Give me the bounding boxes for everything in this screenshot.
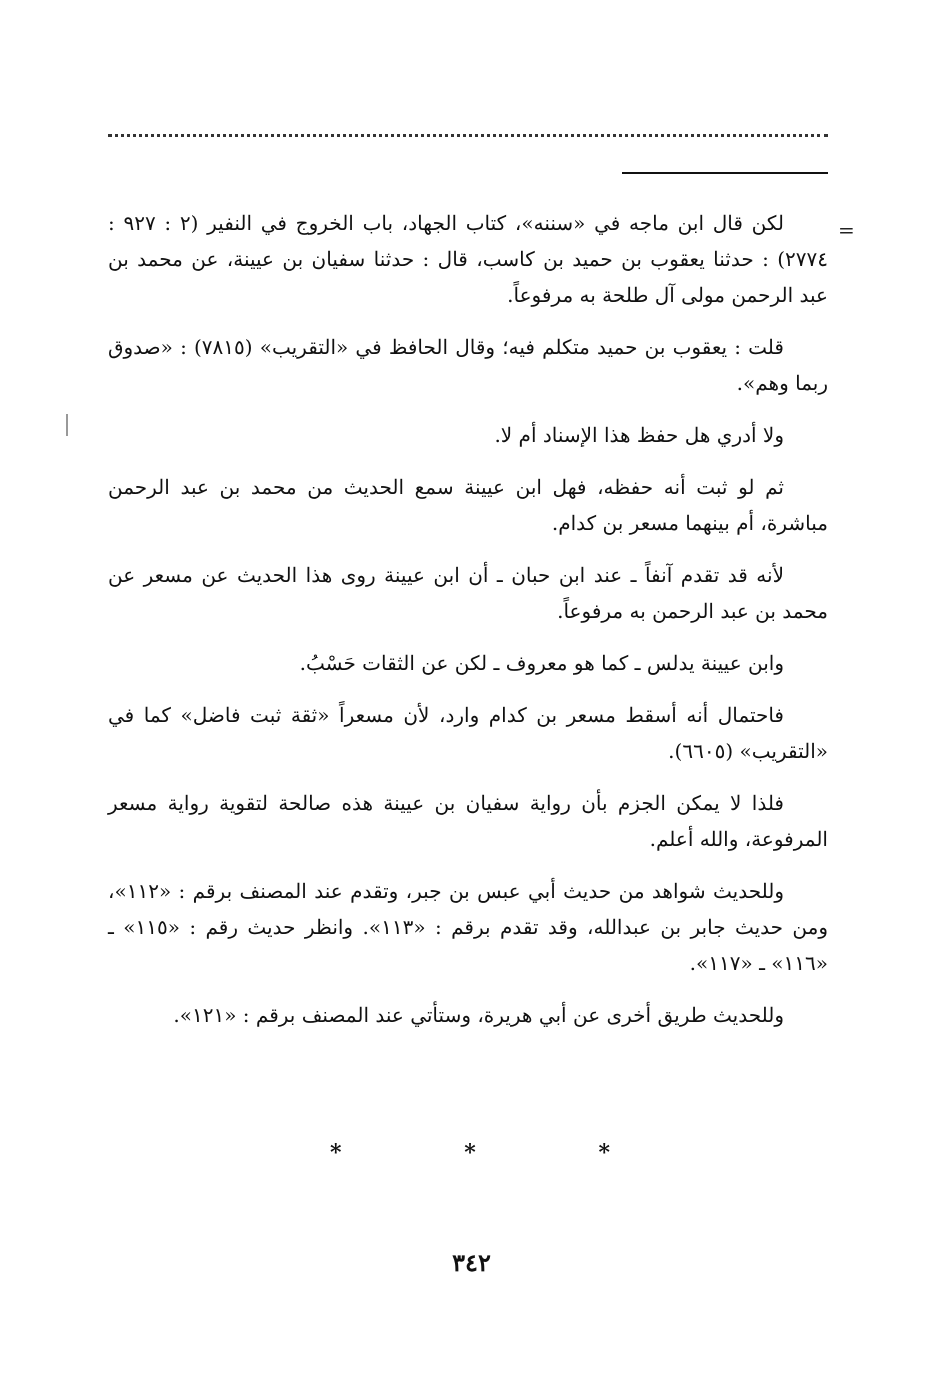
margin-stroke [66, 414, 68, 436]
paragraph-2: قلت : يعقوب بن حميد متكلم فيه؛ وقال الحافظ في «التقريب» (٧٨١٥) : «صدوق ربما وهم». [108, 335, 828, 395]
star-3: * [598, 1140, 610, 1166]
footnote-separator-line [622, 172, 828, 174]
paragraph-10: وللحديث طريق أخرى عن أبي هريرة، وستأتي عند المصنف برقم : «١٢١». [173, 1003, 784, 1027]
dotted-rule [108, 134, 828, 151]
paragraph-8: فلذا لا يمكن الجزم بأن رواية سفيان بن عيينة هذه صالحة لتقوية رواية مسعر المرفوعة، والله أعلم. [108, 791, 828, 851]
continuation-mark: = [838, 218, 855, 242]
paragraph-7: فاحتمال أنه أسقط مسعر بن كدام وارد، لأن مسعراً «ثقة ثبت فاضل» كما في «التقريب» (٦٦٠٥). [108, 703, 828, 763]
paragraph-4: ثم لو ثبت أنه حفظه، فهل ابن عيينة سمع الحديث من محمد بن عبد الرحمن مباشرة، أم بينهما مسعر بن كدام. [108, 475, 828, 535]
star-1: * [330, 1140, 342, 1166]
paragraph-3: ولا أدري هل حفظ هذا الإسناد أم لا. [494, 423, 784, 447]
footnote-text [108, 205, 828, 1049]
paragraph-5: لأنه قد تقدم آنفاً ـ عند ابن حبان ـ أن ابن عيينة روى هذا الحديث عن مسعر عن محمد بن عبد الرحمن به مرفوعاً. [108, 563, 828, 623]
paragraph-1: لكن قال ابن ماجه في «سننه»، كتاب الجهاد، باب الخروج في النفير (٢ : ٩٢٧ : ٢٧٧٤) : حدثنا يعقوب بن حميد بن كاسب، قال : حدثنا سفيان بن عيينة، عن محمد بن عبد الرحمن مولى آل طلحة به مرفوعاً. [108, 211, 828, 307]
star-2: * [464, 1140, 476, 1166]
page-number: ٣٤٢ [452, 1248, 491, 1277]
section-stars [330, 1140, 610, 1166]
paragraph-9: وللحديث شواهد من حديث أبي عبس بن جبر، وتقدم عند المصنف برقم : «١١٢»، ومن حديث جابر بن عبدالله، وقد تقدم برقم : «١١٣». وانظر حديث رقم : «١١٥» ـ «١١٦» ـ «١١٧». [108, 879, 829, 975]
paragraph-6: وابن عيينة يدلس ـ كما هو معروف ـ لكن عن الثقات حَسْبُ. [299, 651, 784, 675]
